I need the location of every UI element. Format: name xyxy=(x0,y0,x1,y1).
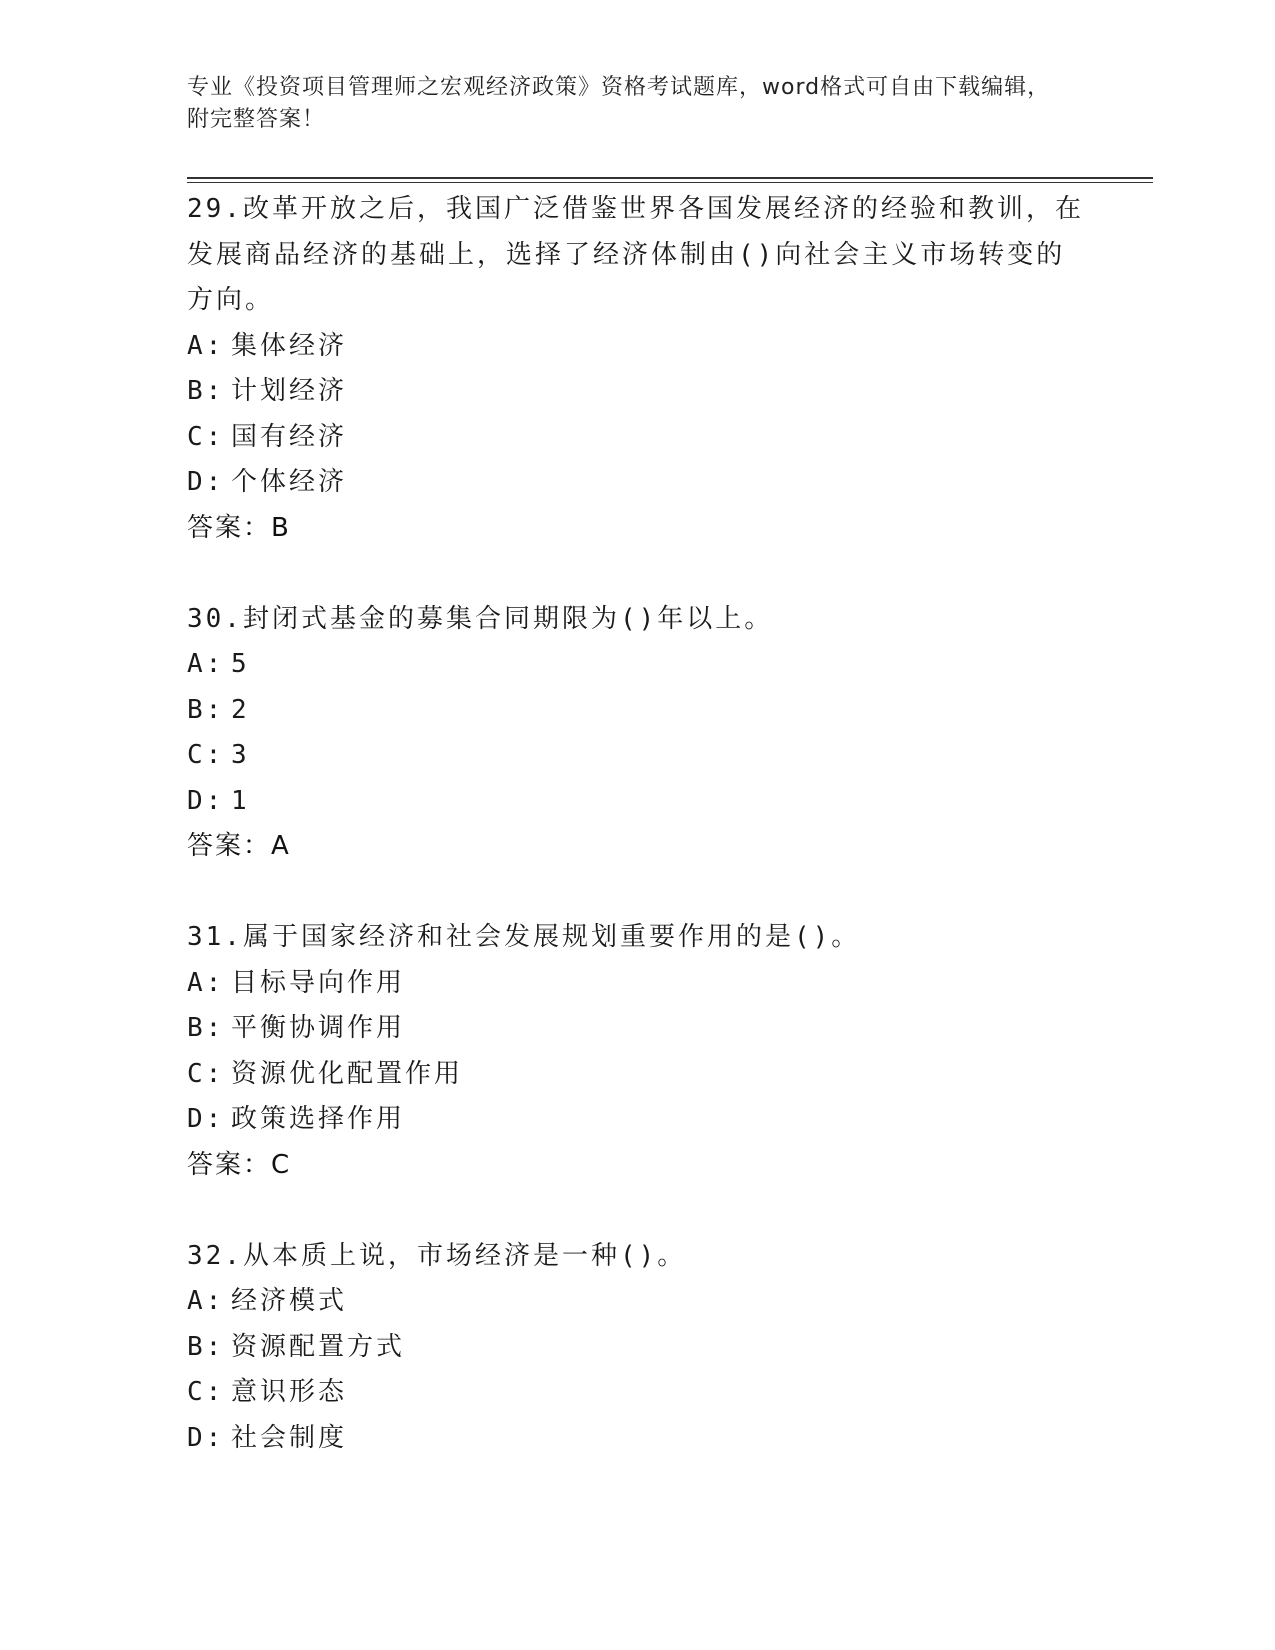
option-text: 意识形态 xyxy=(231,1377,348,1407)
option-text: 经济模式 xyxy=(231,1286,348,1316)
option-key: B: xyxy=(187,376,225,406)
option-text: 个体经济 xyxy=(231,467,348,497)
option-b xyxy=(187,1325,1087,1371)
spacer xyxy=(187,870,1087,916)
option-key: D: xyxy=(187,1422,225,1453)
option-text: 平衡协调作用 xyxy=(231,1013,406,1043)
answer-line: 答案：B xyxy=(187,512,291,543)
option-a xyxy=(187,324,1087,370)
option-key: D: xyxy=(187,785,225,816)
option-text: 社会制度 xyxy=(231,1422,348,1453)
option-a xyxy=(187,642,1087,688)
option-text: 5 xyxy=(231,649,250,679)
option-text: 资源配置方式 xyxy=(231,1331,406,1362)
option-key: A: xyxy=(187,330,225,361)
option-key: A: xyxy=(187,967,225,998)
question-stem: 32.从本质上说，市场经济是一种()。 xyxy=(187,1240,687,1271)
option-key: D: xyxy=(187,1104,225,1134)
answer-line: 答案：A xyxy=(187,831,291,861)
option-key: B: xyxy=(187,1331,225,1362)
option-key: B: xyxy=(187,694,225,725)
question-31 xyxy=(187,915,1087,1188)
option-key: C: xyxy=(187,1058,225,1089)
option-text: 目标导向作用 xyxy=(231,967,406,998)
question-list xyxy=(187,187,1087,1461)
option-c xyxy=(187,1052,1087,1098)
option-c xyxy=(187,1370,1087,1416)
option-key: A: xyxy=(187,649,225,679)
option-d xyxy=(187,1097,1087,1143)
option-c xyxy=(187,733,1087,779)
option-text: 国有经济 xyxy=(231,421,348,452)
header-rule-thick xyxy=(187,177,1153,179)
option-key: C: xyxy=(187,740,225,770)
option-text: 集体经济 xyxy=(231,330,348,361)
option-key: A: xyxy=(187,1286,225,1316)
option-text: 3 xyxy=(231,740,250,770)
option-a xyxy=(187,1279,1087,1325)
option-text: 政策选择作用 xyxy=(231,1104,406,1134)
question-30 xyxy=(187,597,1087,870)
option-b xyxy=(187,369,1087,415)
header-rule-thin xyxy=(187,182,1153,183)
header-note: 专业《投资项目管理师之宏观经济政策》资格考试题库，word格式可自由下载编辑，附完整答案！ xyxy=(187,75,1051,132)
option-a xyxy=(187,961,1087,1007)
answer-line: 答案：C xyxy=(187,1149,292,1180)
option-d xyxy=(187,1416,1087,1462)
question-stem: 29.改革开放之后，我国广泛借鉴世界各国发展经济的经验和教训，在发展商品经济的基础上，选择了经济体制由()向社会主义市场转变的方向。 xyxy=(187,194,1084,315)
option-key: C: xyxy=(187,1377,225,1407)
option-b xyxy=(187,688,1087,734)
spacer xyxy=(187,551,1087,597)
question-32 xyxy=(187,1234,1087,1462)
option-text: 2 xyxy=(231,694,250,725)
option-text: 1 xyxy=(231,785,250,816)
option-d xyxy=(187,460,1087,506)
option-text: 计划经济 xyxy=(231,376,348,406)
option-key: B: xyxy=(187,1013,225,1043)
spacer xyxy=(187,1188,1087,1234)
option-text: 资源优化配置作用 xyxy=(231,1058,464,1089)
question-29 xyxy=(187,187,1087,551)
option-key: C: xyxy=(187,421,225,452)
question-stem: 31.属于国家经济和社会发展规划重要作用的是()。 xyxy=(187,922,861,952)
question-stem: 30.封闭式基金的募集合同期限为()年以上。 xyxy=(187,603,774,634)
option-c xyxy=(187,415,1087,461)
option-b xyxy=(187,1006,1087,1052)
option-key: D: xyxy=(187,467,225,497)
option-d xyxy=(187,779,1087,825)
